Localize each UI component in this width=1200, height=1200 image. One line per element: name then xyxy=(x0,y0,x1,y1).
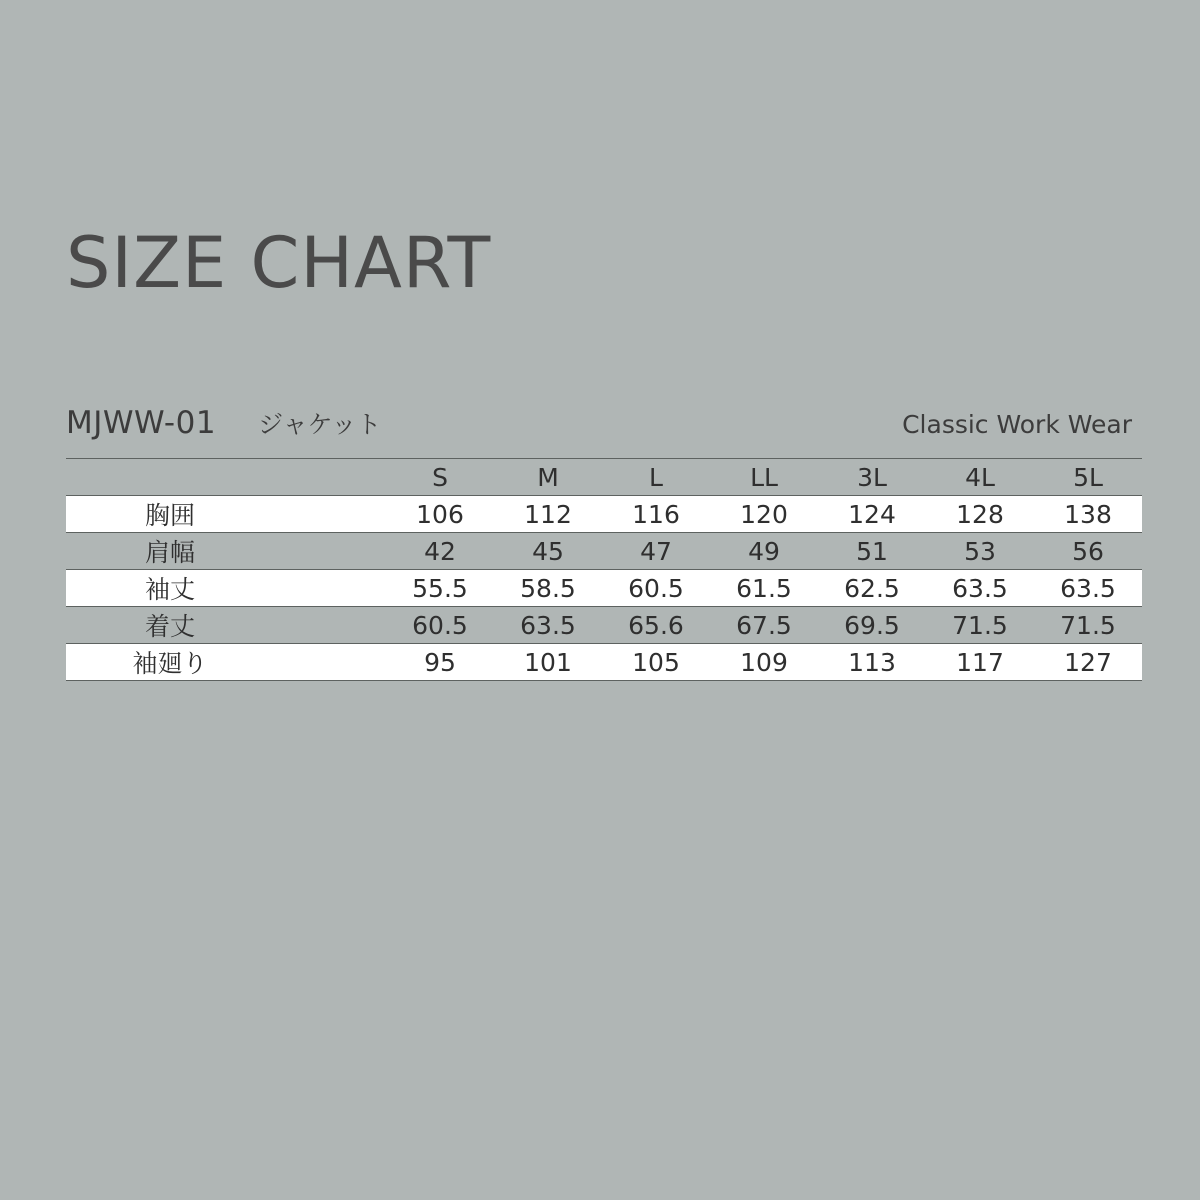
row-spacer-4 xyxy=(274,644,386,681)
cell-1-4: 51 xyxy=(818,533,926,570)
brand-name: Classic Work Wear xyxy=(902,410,1132,439)
cell-4-4: 113 xyxy=(818,644,926,681)
cell-0-2: 116 xyxy=(602,496,710,533)
cell-1-1: 45 xyxy=(494,533,602,570)
cell-1-0: 42 xyxy=(386,533,494,570)
model-name: ジャケット xyxy=(258,410,382,439)
cell-3-2: 65.6 xyxy=(602,607,710,644)
table-row xyxy=(66,533,1142,570)
cell-4-3: 109 xyxy=(710,644,818,681)
model-code: MJWW-01 xyxy=(66,405,217,441)
cell-2-6: 63.5 xyxy=(1034,570,1142,607)
cell-4-2: 105 xyxy=(602,644,710,681)
cell-1-2: 47 xyxy=(602,533,710,570)
table-row xyxy=(66,644,1142,681)
table-header xyxy=(66,459,1142,496)
cell-3-5: 71.5 xyxy=(926,607,1034,644)
column-header-size-1: M xyxy=(494,459,602,496)
row-label-4: 袖廻り xyxy=(66,644,274,681)
row-spacer-2 xyxy=(274,570,386,607)
cell-4-5: 117 xyxy=(926,644,1034,681)
cell-2-3: 61.5 xyxy=(710,570,818,607)
column-header-size-0: S xyxy=(386,459,494,496)
cell-2-4: 62.5 xyxy=(818,570,926,607)
row-spacer-1 xyxy=(274,533,386,570)
product-meta xyxy=(66,405,1132,441)
page-title: SIZE CHART xyxy=(66,222,492,304)
table-body xyxy=(66,496,1142,681)
cell-1-5: 53 xyxy=(926,533,1034,570)
column-header-size-5: 4L xyxy=(926,459,1034,496)
size-chart-table xyxy=(66,458,1142,681)
cell-0-6: 138 xyxy=(1034,496,1142,533)
cell-3-6: 71.5 xyxy=(1034,607,1142,644)
cell-3-3: 67.5 xyxy=(710,607,818,644)
header-blank-label xyxy=(66,459,274,496)
column-header-size-4: 3L xyxy=(818,459,926,496)
row-spacer-3 xyxy=(274,607,386,644)
cell-0-0: 106 xyxy=(386,496,494,533)
row-label-0: 胸囲 xyxy=(66,496,274,533)
column-header-size-3: LL xyxy=(710,459,818,496)
cell-0-3: 120 xyxy=(710,496,818,533)
column-header-size-2: L xyxy=(602,459,710,496)
cell-4-1: 101 xyxy=(494,644,602,681)
row-label-3: 着丈 xyxy=(66,607,274,644)
cell-0-1: 112 xyxy=(494,496,602,533)
cell-2-5: 63.5 xyxy=(926,570,1034,607)
cell-1-6: 56 xyxy=(1034,533,1142,570)
cell-0-5: 128 xyxy=(926,496,1034,533)
header-row xyxy=(66,459,1142,496)
cell-3-1: 63.5 xyxy=(494,607,602,644)
row-spacer-0 xyxy=(274,496,386,533)
cell-2-1: 58.5 xyxy=(494,570,602,607)
column-header-size-6: 5L xyxy=(1034,459,1142,496)
cell-3-0: 60.5 xyxy=(386,607,494,644)
cell-2-2: 60.5 xyxy=(602,570,710,607)
header-blank-spacer xyxy=(274,459,386,496)
cell-2-0: 55.5 xyxy=(386,570,494,607)
cell-0-4: 124 xyxy=(818,496,926,533)
cell-4-6: 127 xyxy=(1034,644,1142,681)
table-row xyxy=(66,607,1142,644)
row-label-1: 肩幅 xyxy=(66,533,274,570)
row-label-2: 袖丈 xyxy=(66,570,274,607)
table-row xyxy=(66,570,1142,607)
table-row xyxy=(66,496,1142,533)
cell-3-4: 69.5 xyxy=(818,607,926,644)
cell-1-3: 49 xyxy=(710,533,818,570)
cell-4-0: 95 xyxy=(386,644,494,681)
